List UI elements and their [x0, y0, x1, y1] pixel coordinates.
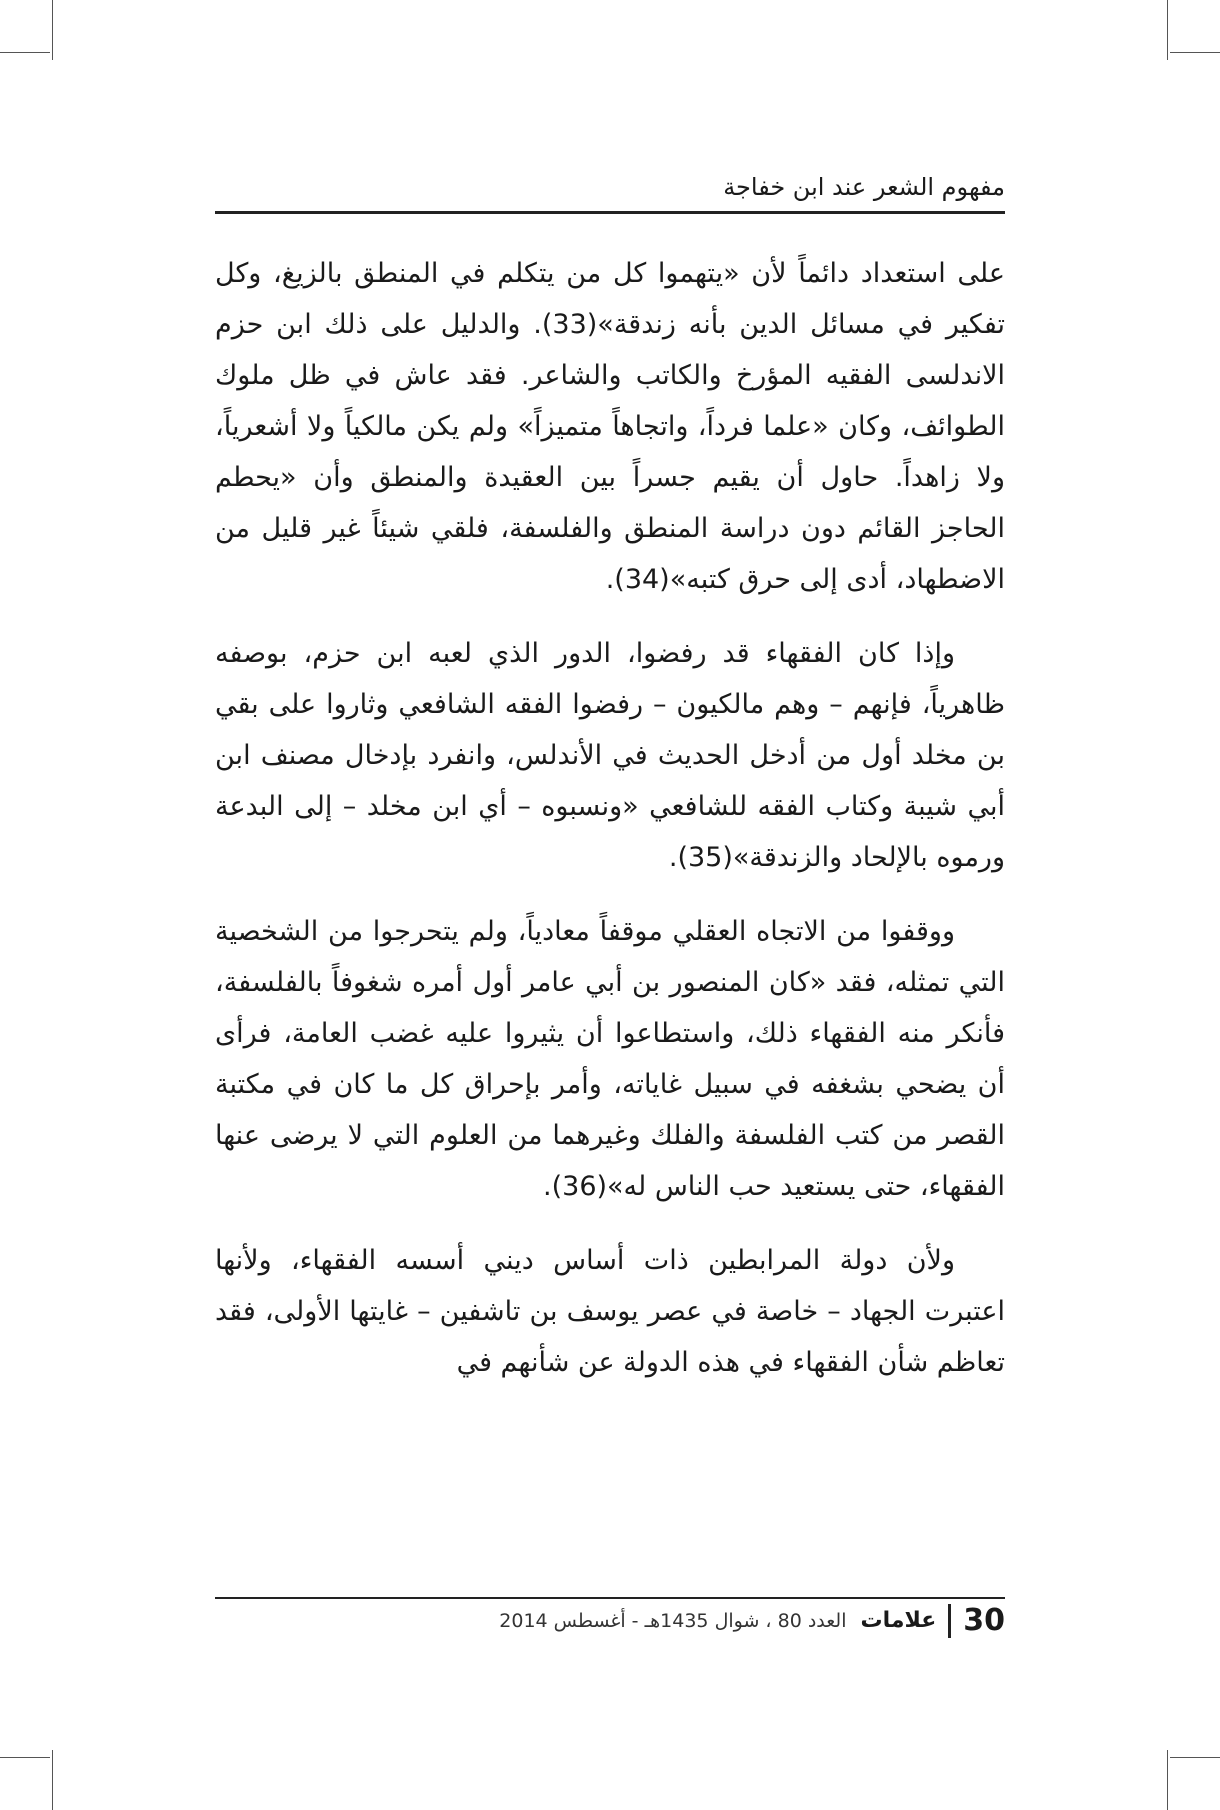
- footer-rule: [215, 1597, 1005, 1599]
- paragraph: وإذا كان الفقهاء قد رفضوا، الدور الذي لعبه ابن حزم، بوصفه ظاهرياً، فإنهم – وهم مالكيون – رفضوا الفقه الشافعي وثاروا على بقي بن مخلد أول من أدخل الحديث في الأندلس، وانفرد بإدخال مصنف ابن أبي شيبة وكتاب الفقه للشافعي «ونسبوه – أي ابن مخلد – إلى البدعة ورموه بالإلحاد والزندقة»(35).: [215, 638, 1005, 873]
- paragraph: ووقفوا من الاتجاه العقلي موقفاً معادياً، ولم يتحرجوا من الشخصية التي تمثله، فقد «كان المنصور بن أبي عامر أول أمره شغوفاً بالفلسفة، فأنكر منه الفقهاء ذلك، واستطاعوا أن يثيروا عليه غضب العامة، فرأى أن يضحي بشغفه في سبيل غاياته، وأمر بإحراق كل ما كان في مكتبة القصر من كتب الفلسفة والفلك وغيرهما من العلوم التي لا يرضى عنها الفقهاء، حتى يستعيد حب الناس له»(36).: [215, 916, 1005, 1202]
- page-footer: [215, 1603, 1005, 1638]
- paragraph: على استعداد دائماً لأن «يتهموا كل من يتكلم في المنطق بالزيغ، وكل تفكير في مسائل الدين بأنه زندقة»(33). والدليل على ذلك ابن حزم الاندلسى الفقيه المؤرخ والكاتب والشاعر. فقد عاش في ظل ملوك الطوائف، وكان «علما فرداً، واتجاهاً متميزاً» ولم يكن مالكياً ولا أشعرياً، ولا زاهداً. حاول أن يقيم جسراً بين العقيدة والمنطق وأن «يحطم الحاجز القائم دون دراسة المنطق والفلسفة، فلقي شيئاً غير قليل من الاضطهاد، أدى إلى حرق كتبه»(34).: [215, 258, 1005, 595]
- crop-mark: [1167, 0, 1168, 60]
- running-head: مفهوم الشعر عند ابن خفاجة: [723, 173, 1005, 201]
- crop-mark: [52, 0, 53, 60]
- crop-mark: [0, 1757, 50, 1758]
- journal-logo: علامات: [860, 1608, 937, 1633]
- crop-mark: [1167, 1750, 1168, 1810]
- header-rule: [215, 211, 1005, 214]
- paragraph: ولأن دولة المرابطين ذات أساس ديني أسسه الفقهاء، ولأنها اعتبرت الجهاد – خاصة في عصر يوسف بن تاشفين – غايتها الأولى، فقد تعاظم شأن الفقهاء في هذه الدولة عن شأنهم في: [215, 1245, 1005, 1378]
- crop-mark: [52, 1750, 53, 1810]
- crop-mark: [1170, 1757, 1220, 1758]
- page-number: 30: [963, 1603, 1005, 1638]
- body-text: [215, 248, 1005, 1411]
- crop-mark: [1170, 52, 1220, 53]
- footer-divider: [948, 1604, 951, 1638]
- crop-mark: [0, 52, 50, 53]
- issue-info: العدد 80 ، شوال 1435هـ - أغسطس 2014: [499, 1609, 847, 1632]
